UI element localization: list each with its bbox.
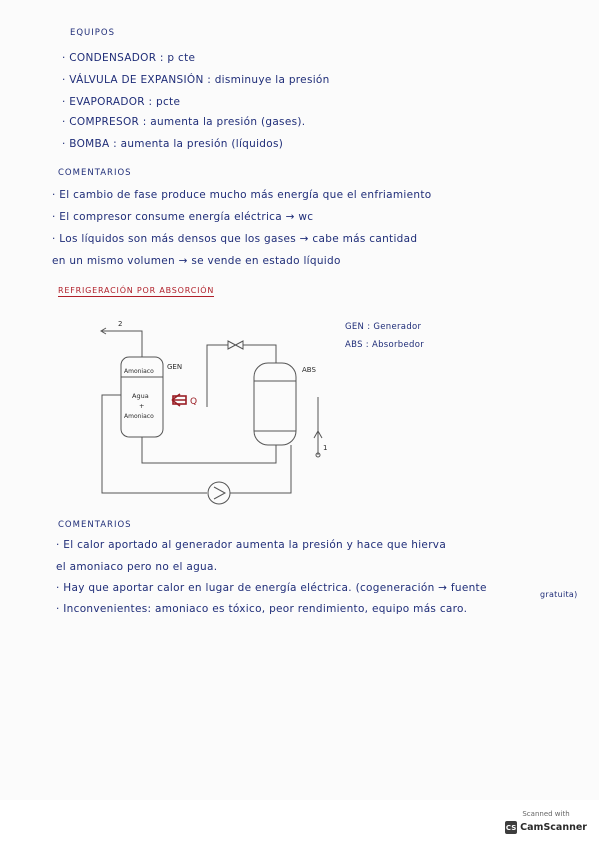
- label-input-1: 1: [323, 444, 328, 452]
- equipos-item: · CONDENSADOR : p cte: [62, 52, 196, 64]
- equipos-item: · COMPRESOR : aumenta la presión (gases).: [62, 116, 306, 128]
- label-q: Q: [190, 397, 198, 407]
- comentario-line: · Los líquidos son más densos que los gases → cabe más cantidad: [52, 233, 418, 245]
- camscanner-badge: [505, 810, 587, 840]
- equipos-item: · EVAPORADOR : pcte: [62, 96, 181, 108]
- equipos-item: · VÁLVULA DE EXPANSIÓN : disminuye la presión: [62, 74, 330, 86]
- label-plus: +: [139, 402, 145, 410]
- camscanner-logo-icon: CS: [505, 821, 517, 834]
- absorption-diagram: [0, 305, 599, 535]
- camscanner-name: CamScanner: [520, 822, 587, 833]
- label-abs: ABS: [302, 366, 316, 374]
- comentario-line: · El cambio de fase produce mucho más energía que el enfriamiento: [52, 189, 432, 201]
- equipos-item: · BOMBA : aumenta la presión (líquidos): [62, 138, 284, 150]
- legend-abs: ABS : Absorbedor: [345, 340, 425, 350]
- comentario2-line: · El calor aportado al generador aumenta la presión y hace que hierva: [56, 539, 447, 551]
- label-amoniaco-top: Amoniaco: [124, 368, 154, 375]
- label-output-2: 2: [118, 320, 123, 328]
- comentario2-note: gratuita): [540, 590, 578, 599]
- equipos-heading: EQUIPOS: [70, 28, 116, 38]
- scanned-with-text: Scanned with: [522, 810, 570, 818]
- refrigeracion-heading: REFRIGERACIÓN POR ABSORCIÓN: [58, 286, 215, 295]
- label-agua: Agua: [132, 392, 149, 400]
- label-amoniaco-bottom: Amoniaco: [124, 413, 154, 420]
- comentario2-line: el amoniaco pero no el agua.: [56, 561, 218, 573]
- comentario-line: en un mismo volumen → se vende en estado líquido: [52, 255, 341, 267]
- comentarios-heading: COMENTARIOS: [58, 168, 132, 178]
- legend-gen: GEN : Generador: [345, 322, 422, 332]
- label-gen: GEN: [167, 363, 183, 371]
- comentario2-line: · Hay que aportar calor en lugar de energía eléctrica. (cogeneración → fuente: [56, 582, 487, 594]
- comentarios2-heading: COMENTARIOS: [58, 520, 132, 530]
- comentario2-line: · Inconvenientes: amoniaco es tóxico, peor rendimiento, equipo más caro.: [56, 603, 468, 615]
- comentario-line: · El compresor consume energía eléctrica → wc: [52, 211, 314, 223]
